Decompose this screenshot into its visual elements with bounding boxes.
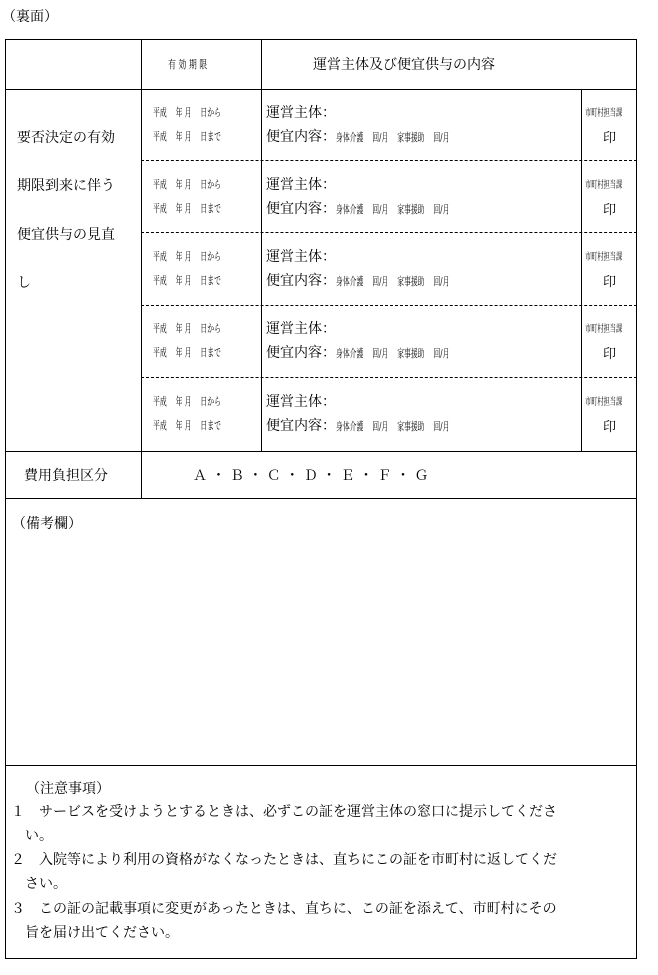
note-line: い。 — [25, 828, 53, 844]
column-divider — [141, 39, 142, 498]
stamp-seal: 印 — [603, 203, 617, 218]
period-to: 平成 年 月 日まで — [153, 274, 221, 287]
period-from: 平成 年 月 日から — [153, 106, 221, 119]
column-divider — [261, 39, 262, 451]
period-to: 平成 年 月 日まで — [153, 346, 221, 359]
stamp-dept: 市町村担当課 — [585, 180, 623, 191]
period-from: 平成 年 月 日から — [153, 178, 221, 191]
service-detail-label: 便宜内容： — [266, 418, 336, 434]
period-to: 平成 年 月 日まで — [153, 130, 221, 143]
stamp-seal: 印 — [603, 420, 617, 435]
service-detail — [266, 415, 519, 435]
stamp-dept: 市町村担当課 — [585, 252, 623, 263]
header-divider — [5, 89, 637, 90]
remarks-label: （備考欄） — [12, 516, 82, 532]
cost-category-options: Ａ ・ Ｂ ・ Ｃ ・ Ｄ ・ Ｅ ・ Ｆ ・ Ｇ — [193, 468, 429, 484]
service-frequency: 身体介護 回/月 家事援助 回/月 — [336, 420, 450, 433]
stamp-seal: 印 — [603, 131, 617, 146]
stamp-seal: 印 — [603, 347, 617, 362]
period-to: 平成 年 月 日まで — [153, 419, 221, 432]
review-label-line: 要否決定の有効 — [17, 130, 115, 146]
notes-title: （注意事項） — [26, 781, 110, 797]
note-line: ２ 入院等により利用の資格がなくなったときは、直ちにこの証を市町村に返してくだ — [11, 852, 557, 868]
stamp-dept: 市町村担当課 — [585, 397, 623, 408]
stamp-seal: 印 — [603, 275, 617, 290]
review-label-line: し — [17, 275, 31, 291]
stamp-dept: 市町村担当課 — [585, 324, 623, 335]
service-frequency: 身体介護 回/月 家事援助 回/月 — [336, 131, 450, 144]
remarks-divider — [5, 765, 637, 766]
review-label-line: 期限到来に伴う — [17, 178, 115, 194]
row-divider — [141, 377, 637, 378]
review-divider — [5, 451, 637, 452]
service-detail-label: 便宜内容： — [266, 129, 336, 145]
service-detail — [266, 342, 519, 362]
service-frequency: 身体介護 回/月 家事援助 回/月 — [336, 347, 450, 360]
header-period: 有 効 期 限 — [168, 58, 208, 71]
service-detail — [266, 126, 519, 146]
service-detail-label: 便宜内容： — [266, 201, 336, 217]
service-frequency: 身体介護 回/月 家事援助 回/月 — [336, 275, 450, 288]
page-side-label: （裏面） — [2, 9, 58, 25]
service-frequency: 身体介護 回/月 家事援助 回/月 — [336, 203, 450, 216]
service-detail — [266, 270, 519, 290]
column-divider — [581, 89, 582, 451]
service-detail-label: 便宜内容： — [266, 273, 336, 289]
operator-label: 運営主体： — [266, 249, 336, 265]
header-content: 運営主体及び便宜供与の内容 — [313, 57, 495, 73]
operator-label: 運営主体： — [266, 177, 336, 193]
row-divider — [141, 232, 637, 233]
period-from: 平成 年 月 日から — [153, 395, 221, 408]
service-detail — [266, 198, 519, 218]
operator-label: 運営主体： — [266, 394, 336, 410]
period-to: 平成 年 月 日まで — [153, 202, 221, 215]
review-label-line: 便宜供与の見直 — [17, 227, 115, 243]
row-divider — [141, 160, 637, 161]
row-divider — [141, 305, 637, 306]
cost-divider — [5, 498, 637, 499]
service-detail-label: 便宜内容： — [266, 345, 336, 361]
note-line: さい。 — [25, 876, 67, 892]
cost-category-label: 費用負担区分 — [24, 468, 108, 484]
note-line: １ サービスを受けようとするときは、必ずこの証を運営主体の窓口に提示してくださ — [11, 804, 557, 820]
stamp-dept: 市町村担当課 — [585, 108, 623, 119]
period-from: 平成 年 月 日から — [153, 322, 221, 335]
operator-label: 運営主体： — [266, 321, 336, 337]
period-from: 平成 年 月 日から — [153, 250, 221, 263]
note-line: ３ この証の記載事項に変更があったときは、直ちに、この証を添えて、市町村にその — [11, 901, 557, 917]
note-line: 旨を届け出てください。 — [25, 925, 179, 941]
operator-label: 運営主体： — [266, 105, 336, 121]
